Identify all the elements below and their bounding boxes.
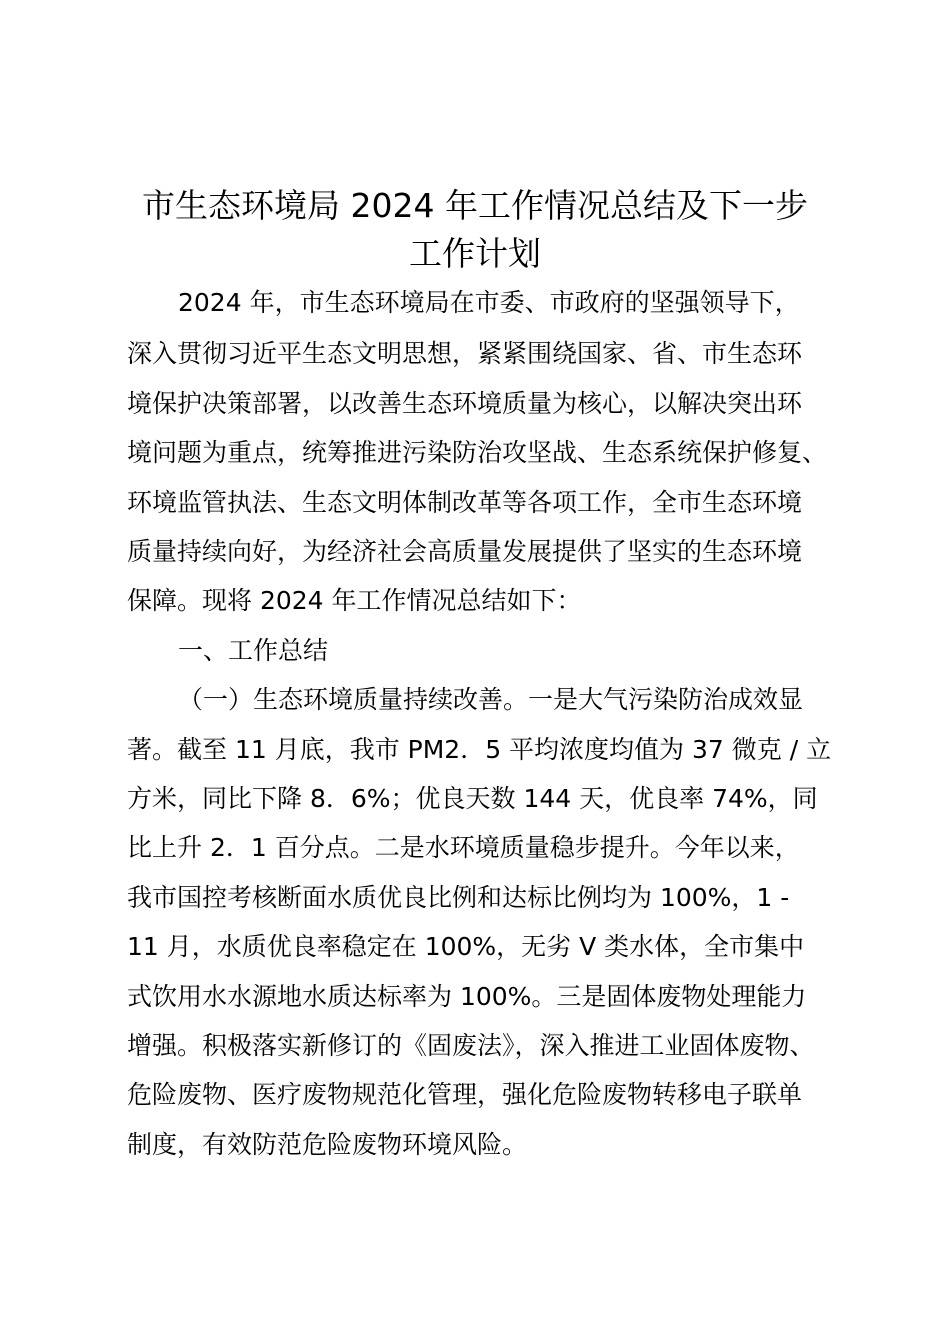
paragraph-line: 比上升 2．1 百分点。二是水环境质量稳步提升。今年以来， — [127, 833, 800, 862]
paragraph-line: 制度，有效防范危险废物环境风险。 — [127, 1130, 528, 1159]
paragraph-line: 境问题为重点，统筹推进污染防治攻坚战、生态系统保护修复、 — [127, 438, 828, 467]
paragraph-line: 2024 年，市生态环境局在市委、市政府的坚强领导下， — [178, 288, 800, 317]
paragraph-line: 方米，同比下降 8．6%；优良天数 144 天，优良率 74%，同 — [127, 784, 818, 813]
paragraph-line: 11 月，水质优良率稳定在 100%，无劣 V 类水体，全市集中 — [127, 932, 805, 961]
paragraph-line: 著。截至 11 月底，我市 PM2．5 平均浓度均值为 37 微克 / 立 — [127, 735, 832, 764]
section-heading: 一、工作总结 — [178, 636, 329, 665]
paragraph-line: 危险废物、医疗废物规范化管理，强化危险废物转移电子联单 — [127, 1080, 803, 1109]
paragraph-line: 式饮用水水源地水质达标率为 100%。三是固体废物处理能力 — [127, 982, 807, 1011]
paragraph-line: 环境监管执法、生态文明体制改革等各项工作，全市生态环境 — [127, 488, 803, 517]
paragraph-line: 深入贯彻习近平生态文明思想，紧紧围绕国家、省、市生态环 — [127, 339, 803, 368]
paragraph-line: （一）生态环境质量持续改善。一是大气污染防治成效显 — [178, 685, 804, 714]
paragraph-line: 增强。积极落实新修订的《固废法》，深入推进工业固体废物、 — [127, 1031, 815, 1060]
document-title-line-2: 工作计划 — [409, 234, 541, 273]
paragraph-line: 保障。现将 2024 年工作情况总结如下： — [127, 586, 582, 615]
paragraph-line: 境保护决策部署，以改善生态环境质量为核心，以解决突出环 — [127, 389, 803, 418]
paragraph-line: 质量持续向好，为经济社会高质量发展提供了坚实的生态环境 — [127, 537, 803, 566]
document-title-line-1: 市生态环境局 2024 年工作情况总结及下一步 — [142, 186, 808, 225]
paragraph-line: 我市国控考核断面水质优良比例和达标比例均为 100%，1 - — [127, 883, 790, 912]
